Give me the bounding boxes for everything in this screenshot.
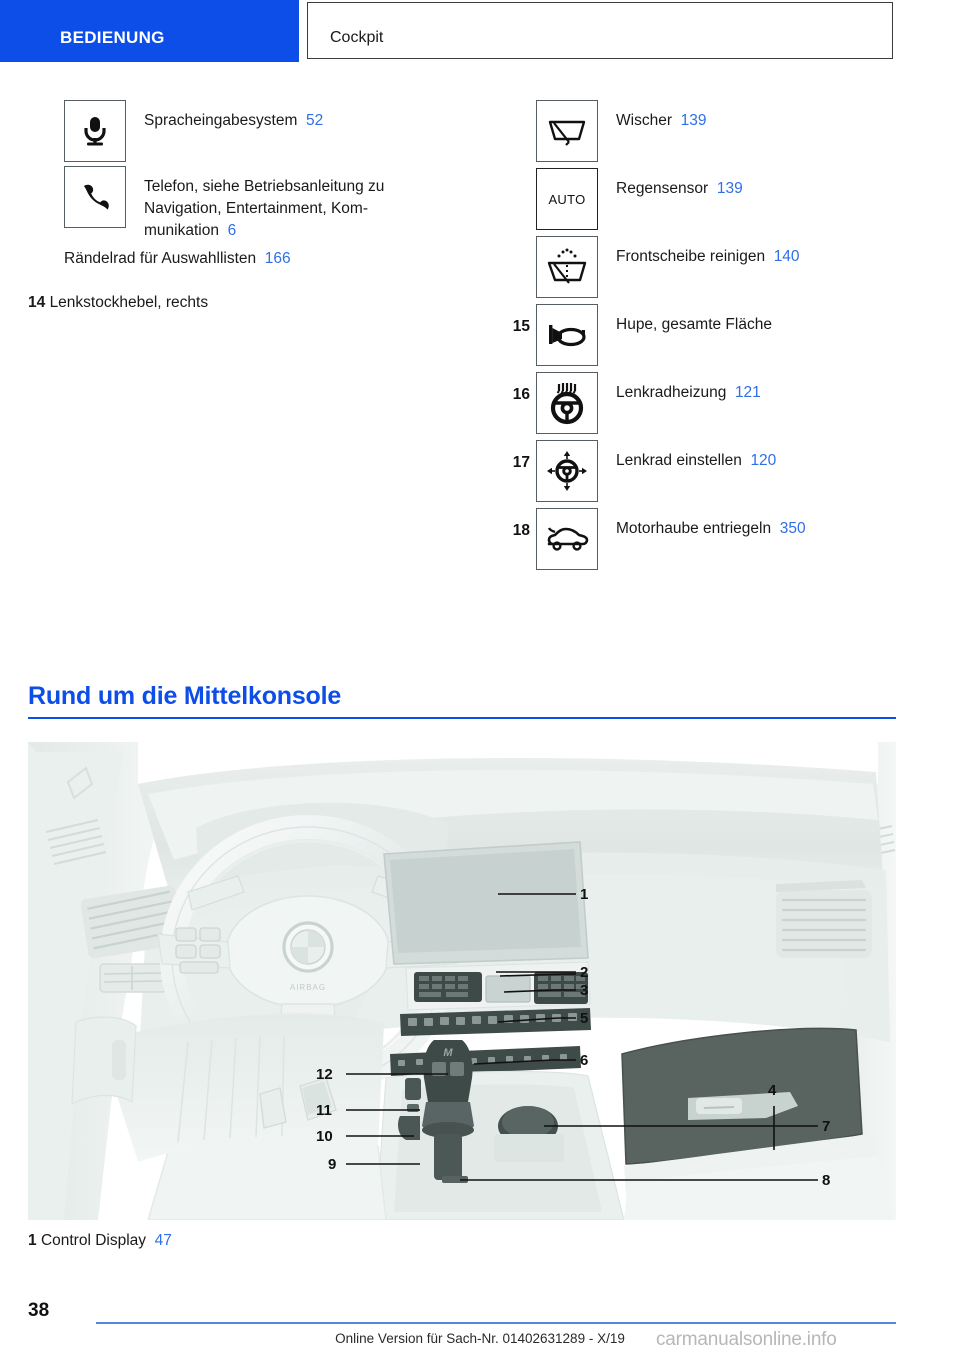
callout-11: 11: [316, 1102, 332, 1119]
callout-10: 10: [316, 1128, 333, 1145]
list-item: [500, 440, 940, 502]
watermark: carmanualsonline.info: [656, 1329, 837, 1350]
item-number: 1: [28, 1232, 37, 1249]
right-column: [500, 100, 940, 570]
page-ref[interactable]: 120: [750, 452, 777, 469]
page-ref[interactable]: 121: [734, 384, 761, 401]
page-title-box: [307, 2, 893, 59]
list-item-label: Rändelrad für Auswahllisten: [64, 250, 257, 267]
list-item-text: [598, 304, 940, 336]
list-item-stalk-right: [28, 292, 478, 314]
list-item: [500, 236, 940, 298]
list-item-label-line2: Navigation, Entertainment, Kom-: [144, 200, 368, 217]
list-item: [500, 372, 940, 434]
callout-5: 5: [580, 1010, 589, 1027]
list-item-label: Control Display: [40, 1232, 147, 1249]
list-item-label: Lenkrad einstellen: [616, 452, 742, 469]
list-item-label-line3: munikation: [144, 222, 219, 239]
list-item-text: [598, 100, 940, 132]
page-ref[interactable]: 52: [306, 112, 324, 129]
page-ref[interactable]: 140: [773, 248, 800, 265]
phone-handset-icon: [64, 166, 126, 228]
list-item-knurled-wheel: [64, 248, 478, 270]
page-header: [0, 0, 960, 62]
hood-release-icon: [536, 508, 598, 570]
item-number: [500, 100, 530, 114]
item-number: 16: [512, 386, 530, 403]
callout-9: 9: [328, 1156, 337, 1173]
steering-wheel-heating-icon: [536, 372, 598, 434]
auto-label: AUTO: [548, 191, 586, 207]
list-item-text: [598, 440, 940, 472]
callout-7: 7: [822, 1118, 831, 1135]
list-item-label: Regensensor: [616, 180, 709, 197]
page-title: Cockpit: [330, 29, 384, 46]
windscreen-washer-icon: [536, 236, 598, 298]
list-item-label: Spracheingabesystem: [144, 112, 298, 129]
section-heading-block: [28, 682, 896, 719]
item-number: 14: [28, 294, 46, 311]
page-ref[interactable]: 139: [680, 112, 707, 129]
list-item-text: [126, 100, 478, 132]
page-ref[interactable]: 350: [779, 520, 806, 537]
list-item: [28, 166, 478, 242]
list-item-label: Frontscheibe reinigen: [616, 248, 766, 265]
callout-6: 6: [580, 1052, 589, 1069]
item-number: 15: [512, 318, 530, 335]
section-heading: Rund um die Mittelkonsole: [28, 682, 342, 710]
item-number: [500, 168, 530, 182]
rain-sensor-auto-icon: [536, 168, 598, 230]
page-ref[interactable]: 139: [716, 180, 743, 197]
left-column: [28, 100, 478, 314]
item-number: 18: [512, 522, 530, 539]
item-number: [500, 236, 530, 250]
page-ref[interactable]: 47: [154, 1232, 172, 1249]
list-item-label: Wischer: [616, 112, 672, 129]
list-item: [500, 508, 940, 570]
list-item: [28, 100, 478, 162]
section-tab: [0, 0, 299, 62]
callout-1: 1: [580, 886, 589, 903]
callout-12: 12: [316, 1066, 333, 1083]
list-item: [500, 304, 940, 366]
svg-text:M: M: [443, 1047, 453, 1059]
center-console-cockpit-diagram: [28, 742, 896, 1220]
item-number: 17: [512, 454, 530, 471]
item-number: [28, 100, 58, 114]
list-item-text: [598, 168, 940, 200]
list-item-text: [598, 236, 940, 268]
list-item: [500, 168, 940, 230]
steering-wheel-adjust-icon: [536, 440, 598, 502]
page-ref[interactable]: 166: [264, 250, 291, 267]
callout-8: 8: [822, 1172, 831, 1189]
footer-text: Online Version für Sach-Nr. 01402631289 - X/19: [335, 1331, 625, 1346]
list-item: [500, 100, 940, 162]
list-item-label: Hupe, gesamte Fläche: [616, 316, 772, 333]
horn-icon: [536, 304, 598, 366]
list-item-text: [598, 508, 940, 540]
list-item-text: [126, 166, 478, 242]
wiper-icon: [536, 100, 598, 162]
callout-4: 4: [768, 1082, 777, 1099]
footer-divider: [96, 1322, 896, 1324]
list-item-label: Lenkradheizung: [616, 384, 727, 401]
microphone-icon: [64, 100, 126, 162]
list-item-label: Lenkstockhebel, rechts: [49, 294, 209, 311]
page-number: 38: [28, 1300, 50, 1321]
list-item-text: [598, 372, 940, 404]
callout-3: 3: [580, 982, 589, 999]
item-number: [28, 166, 58, 180]
list-item-control-display: [28, 1232, 172, 1250]
section-divider: [28, 717, 896, 719]
page-ref[interactable]: 6: [227, 222, 237, 239]
list-item-label: Motorhaube entriegeln: [616, 520, 772, 537]
svg-text:AIRBAG: AIRBAG: [289, 983, 327, 992]
callout-2: 2: [580, 964, 589, 981]
list-item-label-line1: Telefon, siehe Betriebsanleitung zu: [144, 178, 385, 195]
section-tab-label: BEDIENUNG: [60, 28, 165, 47]
